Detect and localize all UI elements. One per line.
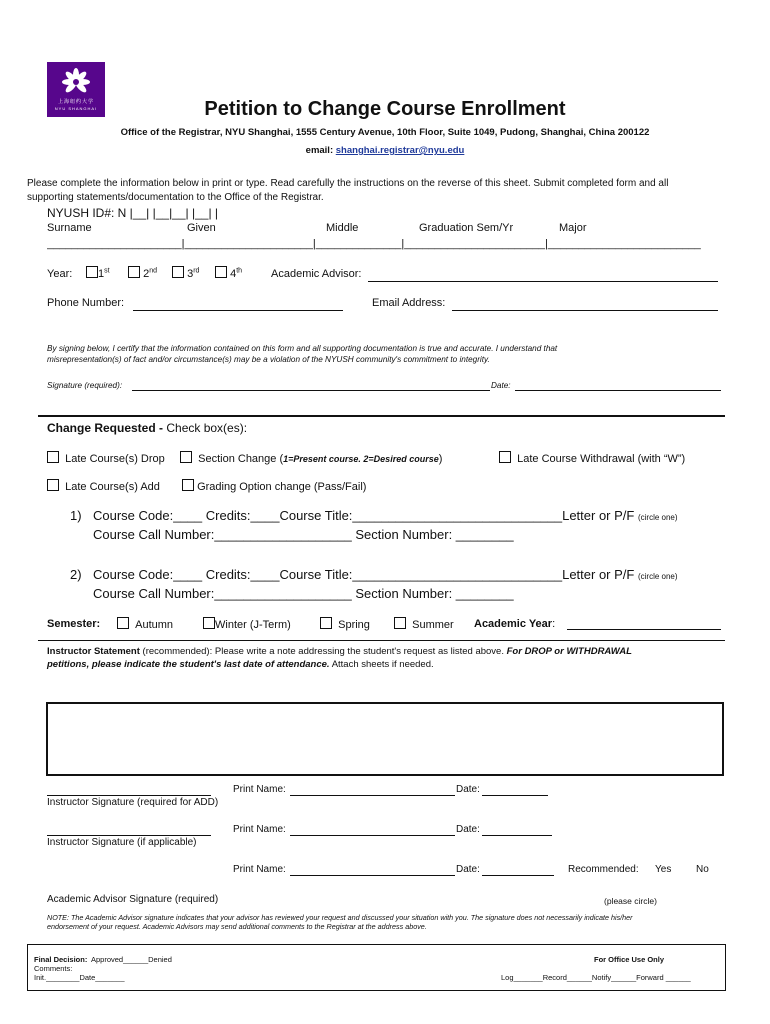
instructor-signature-2-label: Instructor Signature (if applicable)	[47, 837, 197, 848]
late-drop-checkbox[interactable]	[47, 451, 59, 463]
print-name-2-label: Print Name:	[233, 824, 286, 835]
print-name-3-field[interactable]	[290, 875, 455, 876]
section-divider	[38, 415, 725, 417]
recommended-yes[interactable]: Yes	[655, 864, 672, 875]
note-line-2: endorsement of your request. Academic Advisors may send additional comments to the Registrar at the address above.	[47, 922, 427, 931]
signature-field[interactable]	[132, 390, 490, 391]
office-address: Office of the Registrar, NYU Shanghai, 1555 Century Avenue, 10th Floor, Suite 1049, Pudong, Shanghai, China 200122	[120, 127, 650, 138]
academic-year-field[interactable]	[567, 629, 721, 630]
email-address-label: Email Address:	[372, 297, 446, 309]
form-title: Petition to Change Course Enrollment	[204, 98, 566, 120]
course-1-line-2[interactable]: Course Call Number:___________________ Section Number: ________	[93, 527, 514, 542]
spring-checkbox[interactable]	[320, 617, 332, 629]
winter-checkbox[interactable]	[203, 617, 215, 629]
year-2nd-option[interactable]: 2nd	[128, 266, 157, 280]
print-name-1-label: Print Name:	[233, 784, 286, 795]
date-3-field[interactable]	[482, 875, 554, 876]
torch-flower-icon	[58, 67, 94, 97]
logo-chinese-text: 上海纽约大学	[57, 99, 94, 105]
year-4th-checkbox[interactable]	[215, 266, 227, 278]
certify-line-1: By signing below, I certify that the information contained on this form and all supporting documentation is true and accurate. I understand that	[47, 344, 558, 353]
print-name-1-field[interactable]	[290, 795, 455, 796]
late-add-option[interactable]: Late Course(s) Add	[47, 479, 160, 493]
note-line-1: NOTE: The Academic Advisor signature indicates that your advisor has reviewed your request and discussed your situation with you. The signature does not necessarily indicate his/her	[47, 913, 633, 922]
section-change-checkbox[interactable]	[180, 451, 192, 463]
academic-advisor-label: Academic Advisor:	[271, 268, 362, 280]
semester-summer-option[interactable]: Summer	[394, 617, 454, 631]
approved-denied-field[interactable]: Approved______Denied	[91, 955, 172, 964]
instructor-statement-box[interactable]	[46, 702, 724, 776]
office-use-box	[27, 944, 726, 991]
late-withdrawal-option[interactable]: Late Course Withdrawal (with “W”)	[499, 451, 685, 465]
surname-label: Surname	[47, 222, 92, 234]
instructor-divider	[38, 640, 725, 641]
date-2-label: Date:	[456, 824, 480, 835]
grading-option-checkbox[interactable]	[182, 479, 194, 491]
change-requested-heading: Change Requested - Check box(es):	[47, 421, 248, 435]
final-decision-label: Final Decision:	[34, 955, 88, 964]
year-3rd-option[interactable]: 3rd	[172, 266, 199, 280]
signature-date-label: Date:	[491, 381, 511, 390]
email-address-field[interactable]	[452, 310, 718, 311]
academic-advisor-field[interactable]	[368, 281, 718, 282]
course-2-number: 2)	[70, 567, 82, 582]
semester-autumn-option[interactable]: Autumn	[117, 617, 173, 631]
intro-line-2: supporting statements/documentation to the Office of the Registrar.	[27, 192, 324, 203]
academic-year-label: Academic Year:	[474, 618, 556, 630]
please-circle-note: (please circle)	[604, 896, 657, 906]
recommended-label: Recommended:	[568, 864, 639, 875]
print-name-3-label: Print Name:	[233, 864, 286, 875]
registrar-email-link[interactable]: shanghai.registrar@nyu.edu	[335, 145, 465, 156]
instructor-statement-line-2: petitions, please indicate the student's last date of attendance. Attach sheets if needed.	[47, 659, 434, 670]
instructor-signature-1-label: Instructor Signature (required for ADD)	[47, 797, 219, 808]
section-change-option[interactable]: Section Change (1=Present course. 2=Desired course)	[180, 451, 442, 465]
grad-sem-label: Graduation Sem/Yr	[419, 222, 514, 234]
nyush-id-field[interactable]: NYUSH ID#: N |__| |__|__| |__| |	[47, 206, 219, 220]
phone-label: Phone Number:	[47, 297, 125, 309]
year-2nd-checkbox[interactable]	[128, 266, 140, 278]
semester-winter-option[interactable]: Winter (J-Term)	[203, 617, 291, 631]
late-withdrawal-checkbox[interactable]	[499, 451, 511, 463]
year-1st-checkbox[interactable]	[86, 266, 98, 278]
signature-label: Signature (required):	[47, 381, 123, 390]
for-office-use-label: For Office Use Only	[594, 955, 665, 964]
course-2-line-2[interactable]: Course Call Number:___________________ Section Number: ________	[93, 586, 514, 601]
course-1-line-1[interactable]: Course Code:____ Credits:____Course Title:_____________________________Letter or P/F (circle one)	[93, 508, 678, 523]
certify-line-2: misrepresentation(s) of fact and/or circumstance(s) may be a violation of the NYUSH community's commitment to integrity.	[47, 355, 490, 364]
log-record-notify-field[interactable]: Log_______Record______Notify______Forward ______	[501, 973, 691, 982]
email-label: email:	[305, 145, 336, 156]
date-3-label: Date:	[456, 864, 480, 875]
comments-label: Comments:	[34, 964, 73, 973]
print-name-2-field[interactable]	[290, 835, 455, 836]
year-4th-option[interactable]: 4th	[215, 266, 242, 280]
date-1-label: Date:	[456, 784, 480, 795]
advisor-signature-label: Academic Advisor Signature (required)	[47, 894, 219, 905]
instructor-statement-line-1: Instructor Statement (recommended): Please write a note addressing the student's request as listed above. For DROP or WITHDRAWAL	[47, 646, 632, 657]
name-fields-line[interactable]: ______________________|_____________________|______________|_______________________|_________________________	[47, 238, 701, 250]
intro-line-1: Please complete the information below in print or type. Read carefully the instructions on the reverse of this sheet. Submit completed form and all	[27, 178, 669, 189]
year-1st-option[interactable]: 1st	[86, 266, 110, 280]
date-2-field[interactable]	[482, 835, 552, 836]
year-label: Year:	[47, 268, 73, 280]
late-add-checkbox[interactable]	[47, 479, 59, 491]
given-label: Given	[187, 222, 216, 234]
semester-label: Semester:	[47, 618, 101, 630]
logo-english-text: NYU SHANGHAI	[54, 106, 98, 111]
grading-option[interactable]: Grading Option change (Pass/Fail)	[182, 479, 366, 493]
signature-date-field[interactable]	[515, 390, 721, 391]
course-1-number: 1)	[70, 508, 82, 523]
late-drop-option[interactable]: Late Course(s) Drop	[47, 451, 165, 465]
init-date-field[interactable]: Init.________Date_______	[34, 973, 125, 982]
instructor-signature-1-field[interactable]	[47, 795, 211, 796]
year-3rd-checkbox[interactable]	[172, 266, 184, 278]
recommended-no[interactable]: No	[696, 864, 709, 875]
instructor-signature-2-field[interactable]	[47, 835, 211, 836]
phone-field[interactable]	[133, 310, 343, 311]
date-1-field[interactable]	[482, 795, 548, 796]
course-2-line-1[interactable]: Course Code:____ Credits:____Course Title:_____________________________Letter or P/F (circle one)	[93, 567, 678, 582]
middle-label: Middle	[326, 222, 359, 234]
semester-spring-option[interactable]: Spring	[320, 617, 370, 631]
email-line	[0, 145, 770, 156]
major-label: Major	[559, 222, 587, 234]
autumn-checkbox[interactable]	[117, 617, 129, 629]
summer-checkbox[interactable]	[394, 617, 406, 629]
